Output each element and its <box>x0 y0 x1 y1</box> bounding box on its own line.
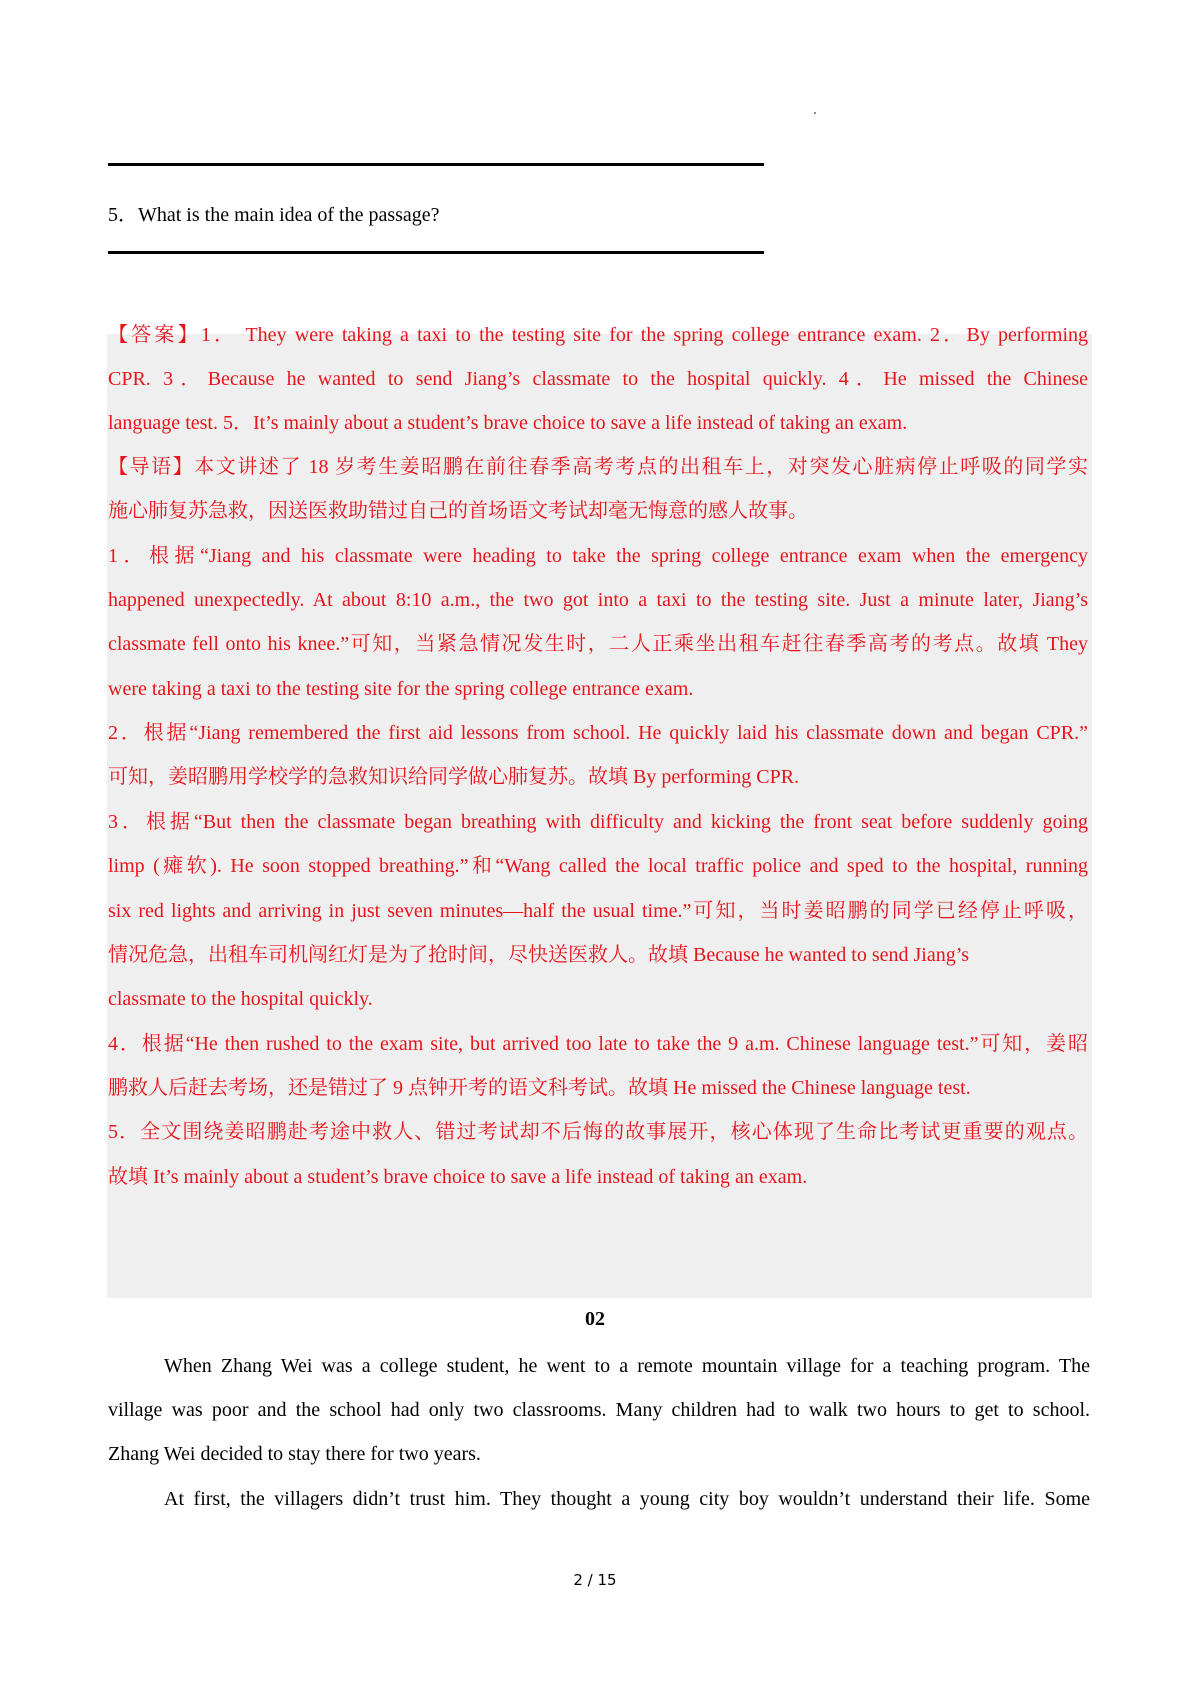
page-number: 2 / 15 <box>573 1571 617 1589</box>
answer-line: 【答案】1． They were taking a taxi to the testing site for the spring college entrance exam. 2．By performing <box>108 324 1088 346</box>
explanation-line: happened unexpectedly. At about 8:10 a.m., the two got into a taxi to the testing site. Just a minute later, Jiang’s <box>108 589 1088 611</box>
explanation-line: 5．全文围绕姜昭鹏赴考途中救人、错过考试却不后悔的故事展开，核心体现了生命比考试更重要的观点。 <box>108 1121 1088 1143</box>
explanation-line: 1．根据“Jiang and his classmate were heading to take the spring college entrance exam when the emergency <box>108 545 1088 567</box>
explanation-line: 情况危急，出租车司机闯红灯是为了抢时间，尽快送医救人。故填 Because he wanted to send Jiang’s <box>108 944 970 966</box>
explanation-line: 故填 It’s mainly about a student’s brave choice to save a life instead of taking an exam. <box>108 1166 808 1188</box>
explanation-line: six red lights and arriving in just seven minutes—half the usual time.”可知，当时姜昭鹏的同学已经停止呼吸， <box>108 900 1088 922</box>
explanation-line: 3．根据“But then the classmate began breathing with difficulty and kicking the front seat before suddenly going <box>108 811 1088 833</box>
explanation-line: were taking a taxi to the testing site for the spring college entrance exam. <box>108 678 694 700</box>
answer-blank-line-4 <box>108 163 764 166</box>
explanation-line: 4．根据“He then rushed to the exam site, but arrived too late to take the 9 a.m. Chinese language test.”可知，姜昭 <box>108 1033 1088 1055</box>
passage-line: At first, the villagers didn’t trust him. They thought a young city boy wouldn’t understand their life. Some <box>164 1488 1090 1510</box>
explanation-line: limp (瘫软). He soon stopped breathing.”和“Wang called the local traffic police and sped to the hospital, running <box>108 855 1088 877</box>
answer-line: CPR. 3．Because he wanted to send Jiang’s classmate to the hospital quickly. 4．He missed the Chinese <box>108 368 1088 390</box>
answer-blank-line-5 <box>108 251 764 254</box>
passage-line: When Zhang Wei was a college student, he went to a remote mountain village for a teaching program. The <box>164 1355 1090 1377</box>
passage-line: Zhang Wei decided to stay there for two years. <box>108 1443 481 1465</box>
passage-line: village was poor and the school had only two classrooms. Many children had to walk two hours to get to school. <box>108 1399 1090 1421</box>
answer-line: language test. 5．It’s mainly about a student’s brave choice to save a life instead of taking an exam. <box>108 412 908 434</box>
stray-dot <box>814 112 816 114</box>
intro-line: 施心肺复苏急救，因送医救助错过自己的首场语文考试却毫无悔意的感人故事。 <box>108 500 808 522</box>
explanation-line: 鹏救人后赶去考场，还是错过了 9 点钟开考的语文科考试。故填 He missed the Chinese language test. <box>108 1077 971 1099</box>
explanation-line: 可知，姜昭鹏用学校学的急救知识给同学做心肺复苏。故填 By performing CPR. <box>108 766 800 788</box>
section-title: 02 <box>585 1308 605 1330</box>
question-5: 5．What is the main idea of the passage? <box>108 204 440 226</box>
explanation-line: classmate to the hospital quickly. <box>108 988 373 1010</box>
intro-line: 【导语】本文讲述了 18 岁考生姜昭鹏在前往春季高考考点的出租车上，对突发心脏病停止呼吸的同学实 <box>108 456 1088 478</box>
explanation-line: 2．根据“Jiang remembered the first aid lessons from school. He quickly laid his classmate down and began CPR.” <box>108 722 1088 744</box>
explanation-line: classmate fell onto his knee.”可知，当紧急情况发生时，二人正乘坐出租车赶往春季高考的考点。故填 They <box>108 633 1088 655</box>
